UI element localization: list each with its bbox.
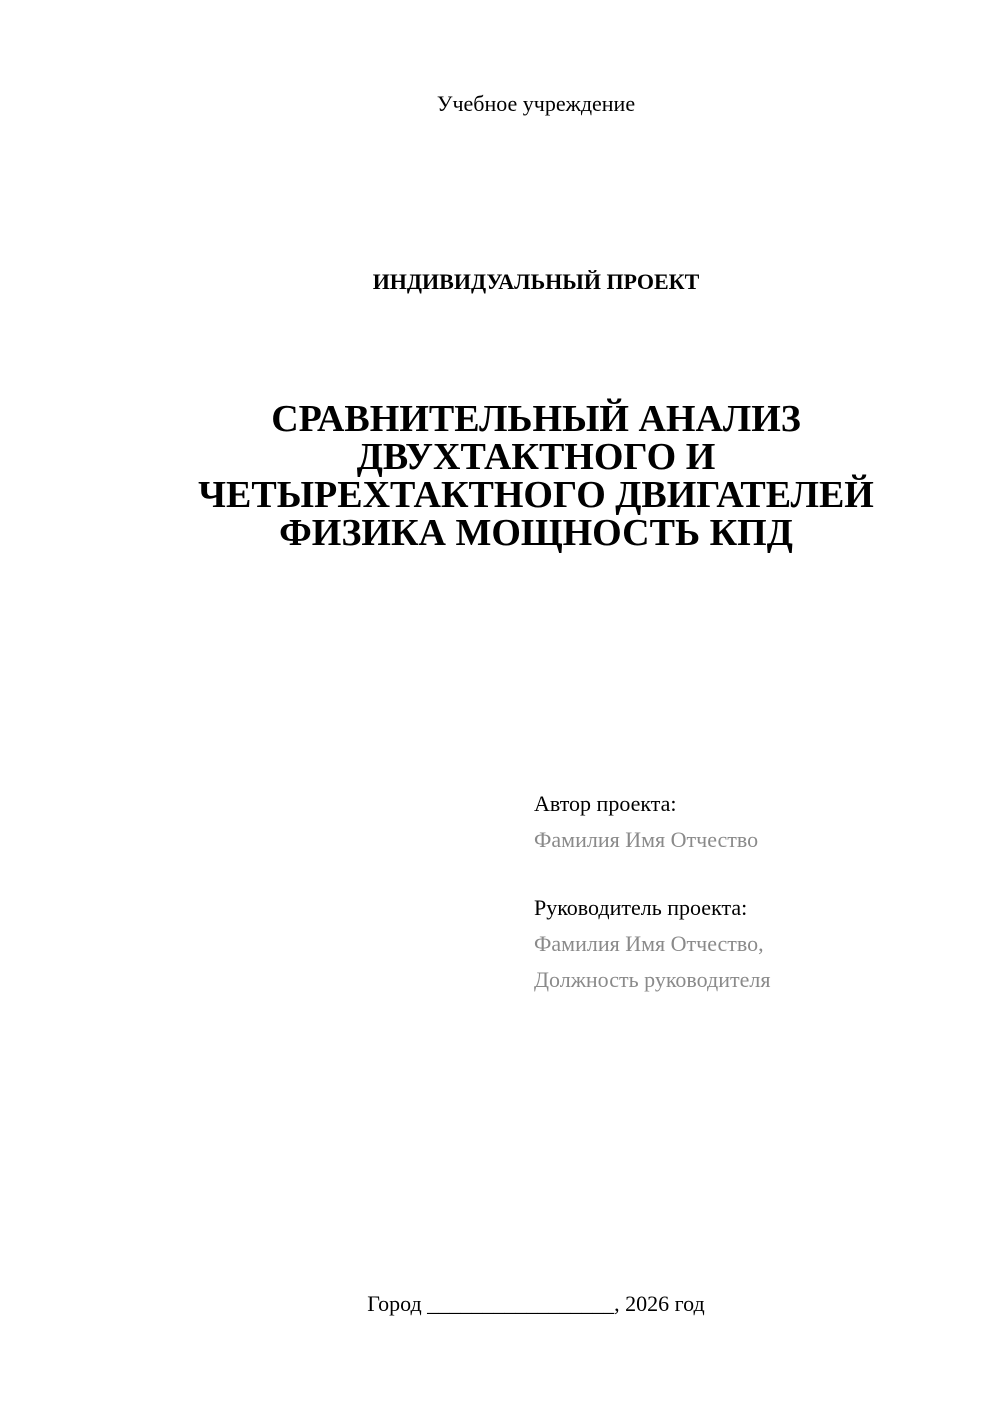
- project-type-heading: ИНДИВИДУАЛЬНЫЙ ПРОЕКТ: [372, 269, 700, 294]
- title-line-2: ДВУХТАКТНОГО И: [356, 436, 716, 478]
- author-label: Автор проекта:: [534, 791, 677, 816]
- supervisor-name: Фамилия Имя Отчество,: [534, 931, 764, 956]
- title-line-4: ФИЗИКА МОЩНОСТЬ КПД: [279, 512, 793, 554]
- title-line-1: СРАВНИТЕЛЬНЫЙ АНАЛИЗ: [271, 398, 801, 440]
- author-name: Фамилия Имя Отчество: [534, 827, 759, 852]
- project-title: [150, 400, 922, 552]
- supervisor-position: Должность руководителя: [534, 967, 771, 992]
- institution-name: Учебное учреждение: [436, 91, 636, 116]
- supervisor-block: [534, 890, 770, 998]
- author-block: [534, 786, 758, 858]
- supervisor-label: Руководитель проекта:: [534, 895, 748, 920]
- title-line-3: ЧЕТЫРЕХТАКТНОГО ДВИГАТЕЛЕЙ: [198, 474, 874, 516]
- city-year-line: Город _________________, 2026 год: [367, 1291, 705, 1316]
